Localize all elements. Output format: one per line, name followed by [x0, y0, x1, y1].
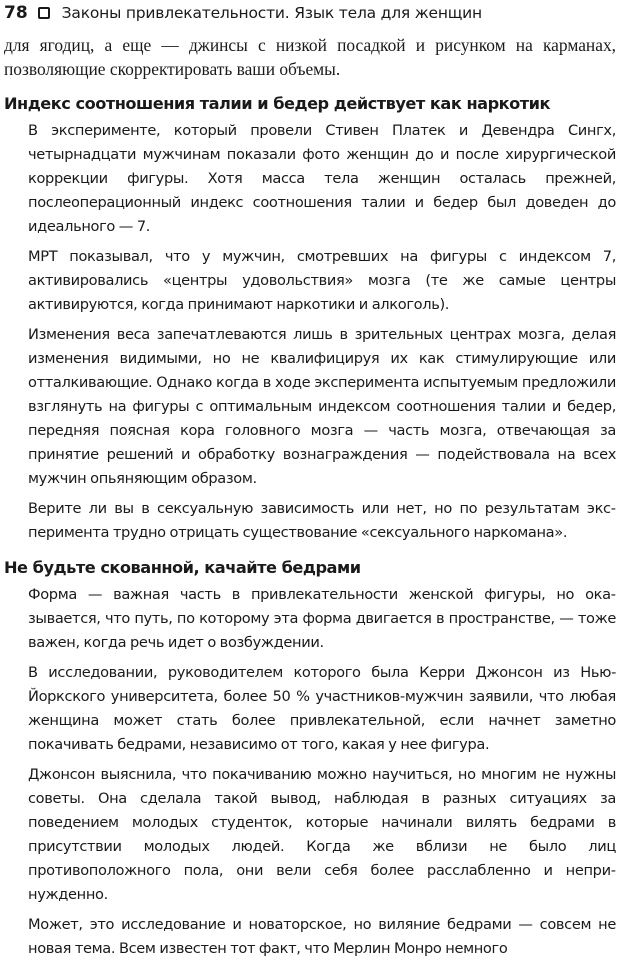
running-head [4, 0, 616, 26]
body-paragraph: МРТ показывал, что у мужчин, смотревших на фигуры с индексом 7, активировались «центры удовольствия» мозга (те же самые центры активируются, когда принимают наркотики и алкоголь). [28, 248, 616, 313]
square-bullet-icon [38, 7, 50, 19]
section-heading: Не будьте скованной, качайте бедрами [4, 558, 361, 577]
body-paragraph: В эксперименте, который провели Стивен Платек и Девендра Сингх, четырнадцати мужчинам показали фото женщин до и после хирургической коррекции фигуры. Хотя масса тела женщин осталась прежней, послеоперационный индекс соотношения талии и бедер был доведен до идеального — 7. [28, 122, 616, 235]
body-paragraph: Изменения веса запечатлеваются лишь в зрительных центрах мозга, делая изменения видимыми, но не квалифицируя их как стимулирующие или отталкивающие. Однако когда в ходе эксперимента испытуемым предложили взглянуть на фигуры с оптимальным индексом соотношения талии и бедер, передняя поясная кора головного мозга — часть мозга, отвечающая за принятие решений и обработку вознаграждения — подейcтвовала на всех мужчин опьяняющим образом. [28, 326, 616, 487]
continued-paragraph: для ягодиц, а еще — джинсы с низкой посадкой и рисунком на карманах, позволяющие скорректировать ваши объемы. [4, 35, 616, 79]
body-paragraph: В исследовании, руководителем которого была Керри Джонсон из Нью-Йоркского университета, более 50 % участников-мужчин заявили, что любая женщина может стать более привлекательной, если начнет заметно покачивать бедрами, независимо от того, какая у нее фигура. [28, 664, 616, 753]
body-paragraph: Может, это исследование и новаторское, но виляние бедрами — совсем не новая тема. Всем известен тот факт, что Мерлин Монро немного [28, 916, 616, 957]
body-paragraph: Верите ли вы в сексуальную зависимость или нет, но по результатам эксперимента трудно отрицать существование «сексуального наркомана». [28, 500, 616, 541]
section-heading: Индекс соотношения талии и бедер действует как наркотик [4, 94, 550, 113]
body-paragraph: Форма — важная часть в привлекательности женской фигуры, но оказывается, что путь, по которому эта форма двигается в пространстве, — тоже важен, когда речь идет о возбуждении. [28, 586, 616, 651]
page-number: 78 [4, 3, 28, 23]
running-head-title: Законы привлекательности. Язык тела для женщин [61, 4, 482, 22]
body-paragraph: Джонсон выяснила, что покачиванию можно научиться, но многим не нужны советы. Она сделала такой вывод, наблюдая в разных ситуациях за поведением молодых студенток, которые начинали вилять бедрами в присутствии молодых людей. Когда же вблизи не было лиц противоположного пола, они вели себя более расслабленно и непринужденно. [28, 766, 616, 903]
